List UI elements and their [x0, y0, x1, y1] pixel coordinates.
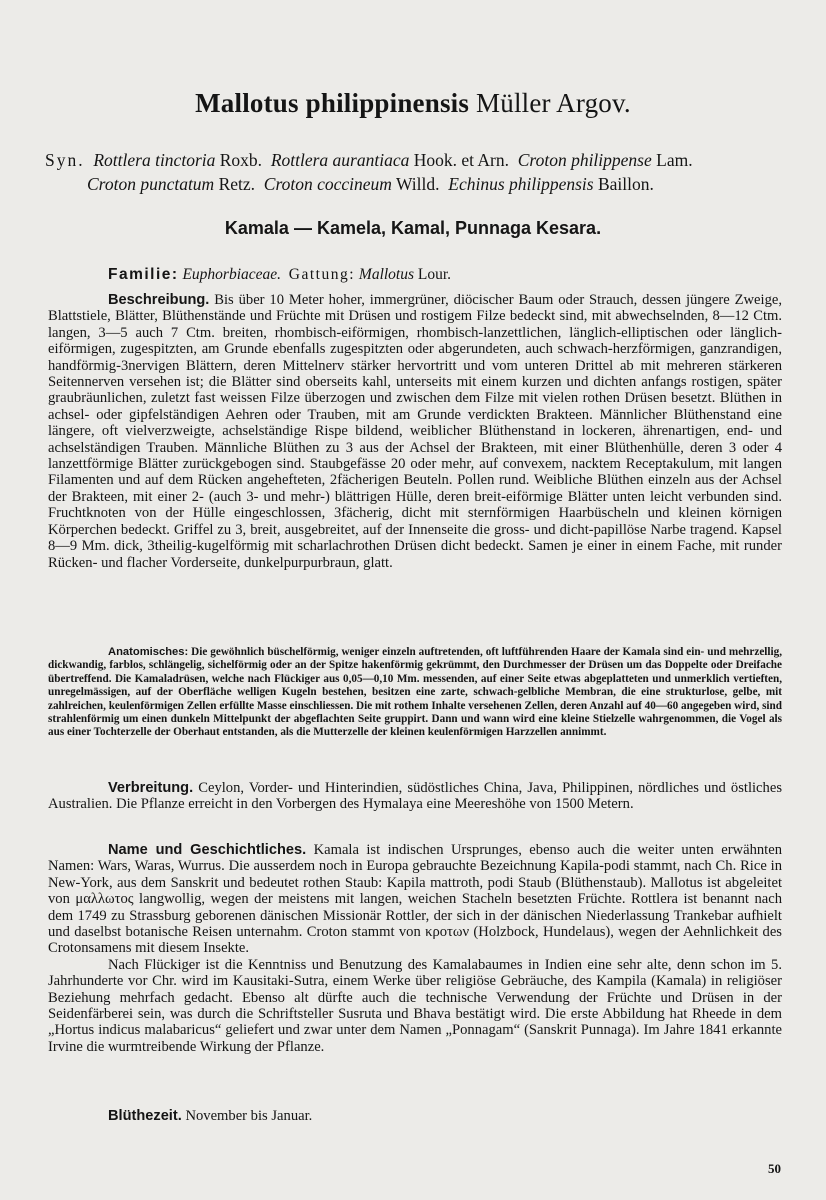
synonym-name: Croton punctatum — [87, 174, 215, 194]
flowering-heading: Blüthezeit. — [108, 1108, 182, 1124]
species-author: Müller Argov. — [476, 88, 631, 118]
synonyms-line-1 — [45, 148, 790, 172]
history-heading: Name und Geschichtliches. — [108, 842, 307, 858]
distribution-paragraph — [48, 780, 782, 813]
description-section — [48, 292, 782, 571]
anatomy-text: Die gewöhnlich büschelförmig, weniger einzeln auftretenden, oft luftführenden Haare der Kamala sind ein- und mehrzellig, dickwandig, farblos, schlängelig, sichelförmig oder an der Spitze hakenförmig gekrümmt, den Durchmesser der Drüsen um das Doppelte oder Dreifache übertreffend. Die Kamaladrüsen, welche nach Flückiger aus 0,05—0,10 Mm. messenden, auf einer Seite etwas abgeplatteten und unmerklich vertieften, unregelmässigen, auf der Oberfläche welligen Kugeln bestehen, besitzen eine zarte, schwach-gelbliche Membran, die eine strukturlose, gelbe, mit zahlreichen, keulenförmigen Zellen erfüllte Masse einschliessen. Die mit rothem Inhalte versehenen Zellen, deren Anzahl auf 40—60 angegeben wird, sind strahlenförmig um einen dunkeln Mittelpunkt der abgeflachten Seite gruppirt. Dann und wann wird eine kleine Stielzelle wahrgenommen, die Vogel als aus einer Tochterzelle der Oberhaut entstanden, als die Mutterzelle der kleinen keulenförmigen Harzzellen annimmt. — [48, 646, 783, 739]
synonym-name: Croton philippense — [517, 150, 652, 170]
flowering-text: November bis Januar. — [185, 1108, 313, 1124]
description-paragraph — [48, 292, 782, 571]
synonym-author: Baillon. — [597, 174, 654, 194]
description-heading: Beschreibung. — [108, 292, 210, 308]
species-name: Mallotus philippinensis — [195, 88, 470, 118]
family-label: Familie: — [108, 266, 179, 283]
anatomy-paragraph — [48, 646, 782, 740]
history-paragraph-1 — [48, 842, 782, 957]
page-title — [0, 88, 826, 119]
synonym-name: Rottlera tinctoria — [93, 150, 216, 170]
genus-author: Lour. — [417, 266, 452, 283]
page-number: 50 — [768, 1161, 781, 1176]
flowering-section — [48, 1108, 782, 1124]
distribution-heading: Verbreitung. — [108, 780, 194, 796]
synonym-name: Rottlera aurantiaca — [270, 150, 410, 170]
flowering-paragraph — [48, 1108, 782, 1124]
anatomy-section — [48, 646, 782, 740]
anatomy-heading: Anatomisches: — [108, 646, 189, 658]
description-text: Bis über 10 Meter hoher, immergrüner, diöcischer Baum oder Strauch, dessen jüngere Zweige, Blattstiele, Blätter, Blüthenstände und Früchte mit Drüsen und rostigem Filze bedeckt sind, mit abwechselnden, 8—12 Ctm. langen, 3—5 auch 7 Ctm. breiten, rhombisch-eiförmigen, rhombisch-lanzettlichen, länglich-elliptischen oder länglich-eiförmigen, zugespitzten, am Grunde ebenfalls zugespitzten oder abgerundeten, auch schwach-herzförmigen, ganzrandigen, handförmig-3nervigen Blättern, deren Mittelnerv stärker hervortritt und vom unteren Drittel ab mit mehreren stärkeren Seitennerven versehen ist; die Blätter sind oberseits kahl, unterseits mit einem kurzen und dichten anfangs rostigen, später graubräunlichen, zuletzt fast weissen Filze überzogen und zwischen dem Filze mit vielen rothen Drüsen besetzt. Blüthen in achsel- oder gipfelständigen Aehren oder Trauben, mit am Grunde verdickten Brakteen. Männlicher Blüthenstand eine längere, oft vielverzweigte, achselständige Rispe bildend, weiblicher Blüthenstand in lockeren, ährenartigen, end- und achselständigen Trauben. Männliche Blüthen zu 3 aus der Achsel der Brakteen, mit einer Blüthenhülle, deren 3 oder 4 lanzettförmige Blätter zurückgebogen sind. Staubgefässe 20 oder mehr, auf convexem, nacktem Receptakulum, mit langen Filamenten und auf dem Rücken angehefteten, 2fächerigen Beuteln. Pollen rund. Weibliche Blüthen einzeln aus der Achsel der Brakteen, mit einer 2- (auch 3- und mehr-) blättrigen Hülle, deren breit-eiförmige Blätter unten leicht verbunden sind. Fruchtknoten von der Hülle eingeschlossen, 3fächerig, dicht mit sternförmigen Haarbüscheln und kleinen körnigen Körperchen bedeckt. Griffel zu 3, breit, ausgebreitet, auf der Innenseite die gross- und dicht-papillöse Narbe tragend. Kapsel 8—9 Mm. dick, 3theilig-kugelförmig mit scharlachrothen Drüsen dicht bedeckt. Samen je einer in einem Fache, mit runder Rücken- und flacher Vorderseite, dunkelpurpurbraun, glatt. — [48, 292, 782, 571]
synonym-author: Willd. — [395, 174, 440, 194]
common-names: Kamala — Kamela, Kamal, Punnaga Kesara. — [224, 218, 602, 238]
synonyms-label: Syn. — [45, 150, 85, 170]
synonym-name: Croton coccineum — [263, 174, 392, 194]
synonyms — [45, 148, 790, 196]
synonym-author: Roxb. — [219, 150, 263, 170]
synonyms-line-2 — [45, 172, 790, 196]
distribution-text: Ceylon, Vorder- und Hinterindien, südöstliches China, Java, Philippinen, nördliches und östliches Australien. Die Pflanze erreicht in den Vorbergen des Hymalaya eine Meereshöhe von 1500 Metern. — [48, 780, 782, 813]
distribution-section — [48, 780, 782, 813]
genus-value: Mallotus — [358, 266, 415, 283]
synonym-author: Retz. — [218, 174, 256, 194]
synonym-author: Hook. et Arn. — [413, 150, 509, 170]
history-paragraph-2: Nach Flückiger ist die Kenntniss und Benutzung des Kamalabaumes in Indien eine sehr alte, denn schon im 5. Jahrhunderte vor Chr. wird im Kausitaki-Sutra, einem Werke über religiöse Gebräuche, des Kampila (Kamala) in religiöser Beziehung mehrfach gedacht. Ebenso alt dürfte auch die technische Verwendung der Früchte und Drüsen in der Seidenfärberei sein, was durch die Schriftsteller Susruta und Bhava bestätigt wird. Die erste Abbildung hat Rheede in dem „Hortus indicus malabaricus“ geliefert und zwar unter dem Namen „Ponnagam“ (Sanskrit Punnaga). Im Jahre 1841 erkannte Irvine die wurmtreibende Wirkung der Pflanze. — [48, 956, 782, 1055]
synonym-author: Lam. — [656, 150, 693, 170]
history-text-1: Kamala ist indischen Ursprunges, ebenso auch die weiter unten erwähnten Namen: Wars, Waras, Wurrus. Die ausserdem noch in Europa gebrauchte Bezeichnung Kapila-podi stammt, nach Ch. Rice in New-York, aus dem Sanskrit und bedeutet rothen Staub: Kapila mattroth, podi Staub (Blüthenstaub). Mallotus ist abgeleitet von μαλλωτος langwollig, wegen der meistens mit langen, weichen Stacheln besetzten Früchte. Rottlera ist benannt nach dem 1749 zu Strassburg geborenen dänischen Missionär Rottler, der sich in der dänischen Niederlassung Trankebar aufhielt und daselbst botanische Reisen unternahm. Croton stammt von κροτων (Holzbock, Hundelaus), wegen der Aehnlichkeit des Crotonsamens mit diesem Insekte. — [48, 842, 782, 957]
family-value: Euphorbiaceae. — [182, 266, 282, 283]
history-section — [48, 842, 782, 1055]
family-line — [108, 266, 451, 284]
synonym-name: Echinus philippensis — [448, 174, 594, 194]
genus-label: Gattung: — [288, 266, 356, 283]
